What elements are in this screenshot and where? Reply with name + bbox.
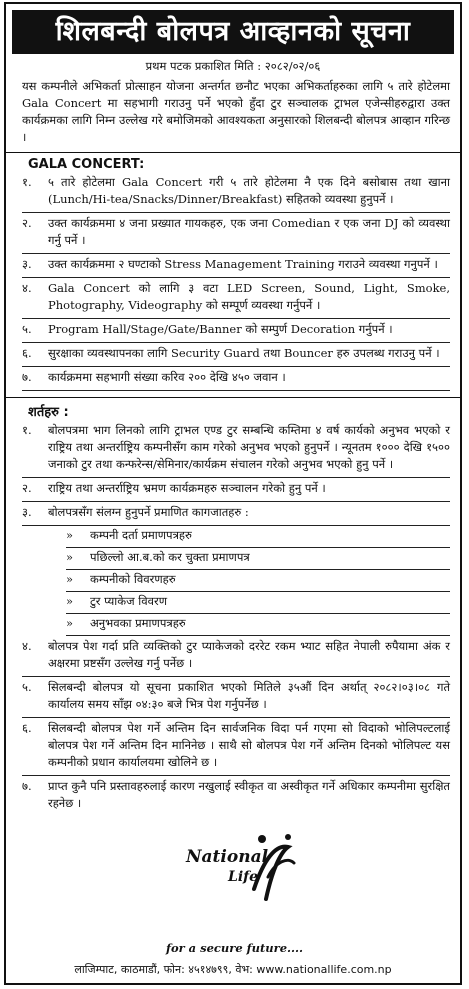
- logo-tagline: for a secure future....: [166, 941, 304, 955]
- list-item: [22, 677, 450, 718]
- document-name: टुर प्याकेज विवरण: [90, 594, 168, 608]
- gala-concert-heading: GALA CONCERT:: [6, 152, 460, 172]
- list-item: [22, 254, 450, 278]
- item-text: उक्त कार्यक्रममा २ घण्टाको Stress Management Training गराउने व्यवस्था गनुपर्ने ।: [48, 257, 438, 271]
- bullet-icon: »: [66, 528, 74, 542]
- item-text: सिलबन्दी बोलपत्र यो सूचना प्रकाशित भएको मितिले ३५औं दिन अर्थात् २०८२।०३।०८ गते कार्यालय समय साँझ ०४:३० बजे भित्र पेश गर्नुपर्नेछ ।: [48, 680, 450, 711]
- item-text: उक्त कार्यक्रममा ४ जना प्रख्यात गायकहरु, एक जना Comedian र एक जना DJ को व्यवस्था गर्नु पर्ने ।: [48, 216, 450, 247]
- publication-date: प्रथम पटक प्रकाशित मिति : २०८२/०२/०६: [145, 59, 321, 73]
- list-item: [22, 502, 450, 526]
- item-number: ७.: [22, 370, 32, 384]
- logo-wordmark-national: National: [186, 847, 269, 867]
- item-text: बोलपत्र पेश गर्दा प्रति व्यक्तिको टुर प्याकेजको दररेट रकम भ्याट सहित नेपाली रुपैयामा अंक र अक्षरमा प्रष्टसँग उल्लेख गर्नु पर्नेछ ।: [48, 639, 450, 670]
- document-name: पछिल्लो आ.ब.को कर चुक्ता प्रमाणपत्र: [90, 550, 250, 564]
- bullet-icon: »: [66, 572, 74, 586]
- list-item: [22, 718, 450, 776]
- list-item: [22, 319, 450, 343]
- item-number: ४.: [22, 639, 32, 653]
- list-item: [22, 343, 450, 367]
- item-number: १.: [22, 175, 32, 189]
- item-text: राष्ट्रिय तथा अन्तर्राष्ट्रिय भ्रमण कार्यक्रमहरु सञ्चालन गरेको हुनु पर्ने ।: [48, 481, 326, 495]
- item-number: ६.: [22, 346, 32, 360]
- terms-heading: शर्तहरु :: [6, 397, 460, 420]
- item-text: बोलपत्रमा भाग लिनको लागि ट्राभल एण्ड टुर सम्बन्धि कम्तिमा ४ वर्ष कार्यको अनुभव भएको र राष्ट्रिय तथा अन्तर्राष्ट्रिय कम्पनीसँग काम गरेको अनुभव भएको हुनुपर्ने । न्यूनतम १००० देखि १५०० जनाको टुर तथा कन्फरेन्स/सेमिनार/कार्यक्रम संचालन गरेको अनुभव भएको हुनु पर्ने ।: [48, 423, 450, 471]
- item-text: ५ तारे होटेलमा Gala Concert गरी ५ तारे होटेलमा नै एक दिने बसोबास तथा खाना (Lunch/Hi-tea/Snacks/Dinner/Breakfast) सहितको व्यवस्था हुनुपर्ने ।: [48, 175, 450, 206]
- document-name: अनुभवका प्रमाणपत्रहरु: [90, 616, 186, 630]
- intro-paragraph: यस कम्पनीले अभिकर्ता प्रोत्साहन योजना अन्तर्गत छनौट भएका अभिकर्ताहरुका लागि ५ तारे होटेलमा Gala Concert मा सहभागी गराउनु पर्ने भएको हुँदा टुर सञ्चालक ट्राभल एजेन्सीहरुद्वारा उक्त कार्यक्रमका लागि निम्न उल्लेख गरे बमोजिमको आवश्यकता अनुसारको शिलबन्दी बोलपत्र आव्हान गरिन्छ ।: [22, 79, 450, 144]
- document-list-item: [66, 593, 450, 614]
- gala-requirements-list: [6, 172, 460, 391]
- bullet-icon: »: [66, 616, 74, 630]
- tender-notice: [4, 2, 462, 985]
- item-number: ५.: [22, 322, 32, 336]
- list-item: [22, 636, 450, 677]
- list-item: [22, 776, 450, 816]
- list-item: [22, 420, 450, 478]
- item-number: ३.: [22, 257, 32, 271]
- document-list-item: [66, 615, 450, 636]
- item-text: Program Hall/Stage/Gate/Banner को सम्पुर्ण Decoration गर्नुपर्ने ।: [48, 322, 393, 336]
- notice-title: शिलबन्दी बोलपत्र आव्हानको सूचना: [12, 10, 454, 54]
- footer: [6, 813, 460, 983]
- bullet-icon: »: [66, 594, 74, 608]
- list-item: [22, 213, 450, 254]
- logo-wordmark-life: Life: [228, 869, 259, 885]
- contact-address: लाजिम्पाट, काठमाडौं, फोन: ४५१४७९९, वेभ: www.nationallife.com.np: [74, 963, 392, 976]
- document-list-item: [66, 549, 450, 570]
- list-item: [22, 367, 450, 391]
- item-number: ४.: [22, 281, 32, 295]
- item-number: १.: [22, 423, 32, 437]
- item-number: २.: [22, 216, 32, 230]
- document-name: कम्पनीको विवरणहरु: [90, 572, 176, 586]
- document-list-item: [66, 527, 450, 548]
- list-item: [22, 278, 450, 319]
- item-number: २.: [22, 481, 32, 495]
- item-number: ३.: [22, 505, 32, 519]
- item-text: सिलबन्दी बोलपत्र पेश गर्ने अन्तिम दिन सार्वजनिक विदा पर्न गएमा सो विदाको भोलिपल्टलाई बोलपत्र पेश गर्ने अन्तिम दिन मानिनेछ । साथै सो बोलपत्र पेश गर्ने अन्तिम दिनको भोलिपल्ट यस कम्पनीको प्रधान कार्यालयमा खोलिने छ ।: [48, 721, 450, 769]
- item-text: प्राप्त कुनै पनि प्रस्तावहरुलाई कारण नखुलाई स्वीकृत वा अस्वीकृत गर्ने अधिकार कम्पनीमा सुरक्षित रहनेछ ।: [48, 779, 450, 810]
- terms-list: [6, 420, 460, 816]
- item-text: सुरक्षाका व्यवस्थापनका लागि Security Guard तथा Bouncer हरु उपलब्ध गराउनु पर्ने ।: [48, 346, 440, 360]
- item-number: ५.: [22, 680, 32, 694]
- document-name: कम्पनी दर्ता प्रमाणपत्रहरु: [90, 528, 192, 542]
- document-list-item: [66, 571, 450, 592]
- national-life-logo: [176, 819, 306, 939]
- item-text: कार्यक्रममा सहभागी संख्या करिव २०० देखि ४५० जवान ।: [48, 370, 286, 384]
- item-number: ६.: [22, 721, 32, 735]
- list-item: [22, 172, 450, 213]
- list-item: [22, 478, 450, 502]
- item-number: ७.: [22, 779, 32, 793]
- bullet-icon: »: [66, 550, 74, 564]
- item-text: Gala Concert को लागि ३ वटा LED Screen, Sound, Light, Smoke, Photography, Videography को सम्पूर्ण व्यवस्था गर्नुपर्ने ।: [48, 281, 450, 312]
- item-text: बोलपत्रसँग संलग्न हुनुपर्ने प्रमाणित कागजातहरु :: [48, 505, 249, 519]
